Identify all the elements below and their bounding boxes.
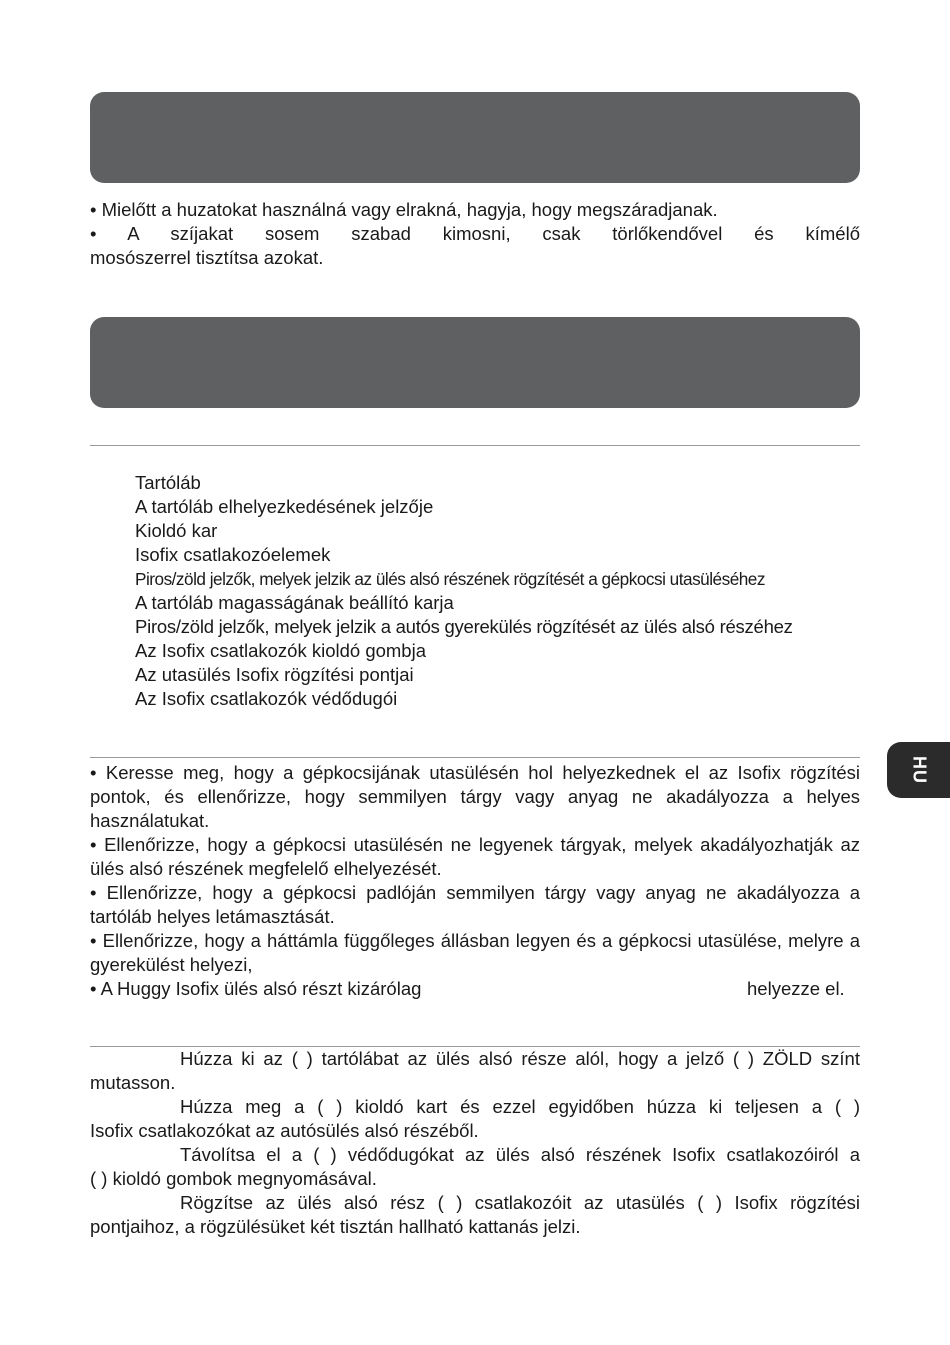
divider-components xyxy=(90,445,860,446)
cleaning-bullet-1: • Mielőtt a huzatokat használná vagy elrakná, hagyja, hogy megszáradjanak. xyxy=(90,199,718,220)
preparation-item-5 xyxy=(90,977,860,1001)
step-4-line-1: Rögzítse az ülés alsó rész ( ) csatlakozóit az utasülés ( ) Isofix rögzítési xyxy=(180,1192,860,1213)
section-header-banner-installation xyxy=(90,317,860,408)
component-item-1: Tartóláb xyxy=(135,472,201,493)
preparation-list xyxy=(90,761,860,1001)
component-item-10: Az Isofix csatlakozók védődugói xyxy=(135,688,398,709)
preparation-item-5-end: helyezze el. xyxy=(747,978,845,999)
step-3-line-2: ( ) kioldó gombok megnyomásával. xyxy=(90,1168,377,1189)
installation-steps xyxy=(90,1047,860,1239)
divider-preparation xyxy=(90,757,860,758)
component-item-6: A tartóláb magasságának beállító karja xyxy=(135,592,454,613)
component-item-7: Piros/zöld jelzők, melyek jelzik a autós gyerekülés rögzítését az ülés alsó részéhez xyxy=(135,616,793,637)
preparation-item-4: • Ellenőrizze, hogy a háttámla függőleges állásban legyen és a gépkocsi utasülése, melyre a gyerekülést helyezi, xyxy=(90,930,860,975)
component-item-8: Az Isofix csatlakozók kioldó gombja xyxy=(135,640,426,661)
step-1-line-2: mutasson. xyxy=(90,1072,176,1093)
section-header-banner-cleaning xyxy=(90,92,860,183)
cleaning-bullet-2-line-2: mosószerrel tisztítsa azokat. xyxy=(90,247,324,268)
component-item-2: A tartóláb elhelyezkedésének jelzője xyxy=(135,496,434,517)
language-tab-label: HU xyxy=(909,756,929,784)
step-2-line-1: Húzza meg a ( ) kioldó kart és ezzel egyidőben húzza ki teljesen a ( ) xyxy=(180,1096,860,1117)
preparation-item-1: • Keresse meg, hogy a gépkocsijának utasülésén hol helyezkednek el az Isofix rögzítési pontok, és ellenőrizze, hogy semmilyen tárgy vagy anyag ne akadályozza a helyes használatukat. xyxy=(90,762,860,831)
step-1-line-1: Húzza ki az ( ) tartólábat az ülés alsó része alól, hogy a jelző ( ) ZÖLD színt xyxy=(180,1048,860,1069)
language-tab xyxy=(887,742,950,798)
preparation-item-5-start: • A Huggy Isofix ülés alsó részt kizárólag xyxy=(90,978,422,999)
step-4-line-2: pontjaihoz, a rögzülésüket két tisztán hallható kattanás jelzi. xyxy=(90,1216,581,1237)
cleaning-bullet-2-line-1: • A szíjakat sosem szabad kimosni, csak törlőkendővel és kímélő xyxy=(90,223,860,244)
component-item-9: Az utasülés Isofix rögzítési pontjai xyxy=(135,664,414,685)
step-2-line-2: Isofix csatlakozókat az autósülés alsó részéből. xyxy=(90,1120,479,1141)
component-item-4: Isofix csatlakozóelemek xyxy=(135,544,331,565)
components-list xyxy=(135,471,793,711)
preparation-item-3: • Ellenőrizze, hogy a gépkocsi padlóján semmilyen tárgy vagy anyag ne akadályozza a tartóláb helyes letámasztását. xyxy=(90,882,860,927)
preparation-item-2: • Ellenőrizze, hogy a gépkocsi utasülésén ne legyenek tárgyak, melyek akadályozhatják az ülés alsó részének megfelelő elhelyezését. xyxy=(90,834,860,879)
cleaning-instructions xyxy=(90,198,860,270)
step-3-line-1: Távolítsa el a ( ) védődugókat az ülés alsó részének Isofix csatlakozóiról a xyxy=(180,1144,860,1165)
component-item-3: Kioldó kar xyxy=(135,520,218,541)
component-item-5: Piros/zöld jelzők, melyek jelzik az ülés alsó részének rögzítését a gépkocsi utasüléséhez xyxy=(135,569,765,589)
